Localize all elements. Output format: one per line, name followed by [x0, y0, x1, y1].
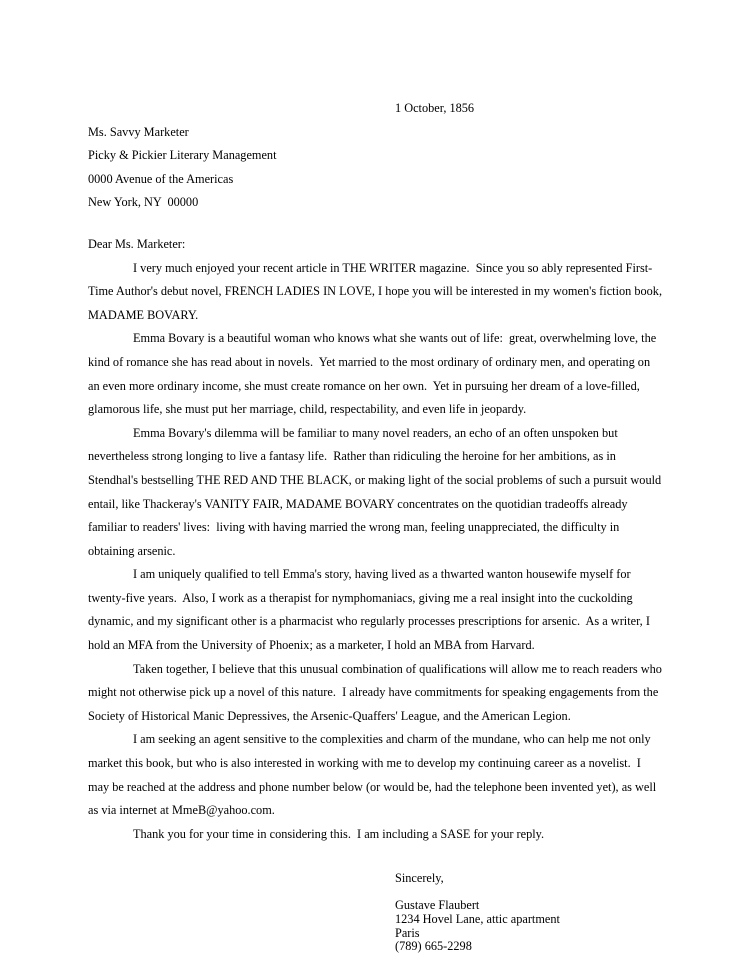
body-paragraph-7: Thank you for your time in considering this. I am including a SASE for your reply. [133, 826, 545, 841]
body-paragraph-5: Taken together, I believe that this unusual combination of qualifications will allow me to reach readers who might not otherwise pick up a novel of this nature. I already have commitments for speaking engagements from the Society of Historical Manic Depressives, the Arsenic-Quaffers' League, and the American Legion. [88, 661, 666, 723]
recipient-address-block [88, 121, 663, 215]
recipient-street: 0000 Avenue of the Americas [88, 171, 234, 186]
body-paragraph-6: I am seeking an agent sensitive to the complexities and charm of the mundane, who can help me not only market this book, but who is also interested in working with me to develop my continuing career as a novelist. I may be reached at the address and phone number below (or would be, had the telephone been invented yet), as well as via internet at MmeB@yahoo.com. [88, 732, 660, 818]
letter-body [88, 257, 666, 847]
signature-phone: (789) 665-2298 [395, 939, 472, 954]
body-paragraph-2: Emma Bovary is a beautiful woman who knows what she wants out of life: great, overwhelming love, the kind of romance she has read about in novels. Yet married to the most ordinary of ordinary men, and operating on an even more ordinary income, she must create romance on her own. Yet in pursuing her dream of a love-filled, glamorous life, she must put her marriage, child, respectability, and even life in jeopardy. [88, 331, 660, 417]
salutation: Dear Ms. Marketer: [88, 236, 186, 251]
closing-block [395, 867, 663, 954]
signature-address-line: 1234 Hovel Lane, attic apartment [395, 911, 560, 926]
recipient-company: Picky & Pickier Literary Management [88, 148, 277, 163]
recipient-name: Ms. Savvy Marketer [88, 124, 189, 139]
signature-block [395, 899, 663, 954]
body-paragraph-4: I am uniquely qualified to tell Emma's story, having lived as a thwarted wanton housewife myself for twenty-five years. Also, I work as a therapist for nymphomaniacs, giving me a real insight into the cuckolding dynamic, and my significant other is a pharmacist who regularly processes prescriptions for arsenic. As a writer, I hold an MFA from the University of Phoenix; as a marketer, I hold an MBA from Harvard. [88, 567, 653, 653]
body-paragraph-1: I very much enjoyed your recent article in THE WRITER magazine. Since you so ably represented First-Time Author's debut novel, FRENCH LADIES IN LOVE, I hope you will be interested in my women's fiction book, MADAME BOVARY. [88, 260, 666, 322]
recipient-city-state-zip: New York, NY 00000 [88, 195, 199, 210]
closing-salutation: Sincerely, [395, 871, 444, 886]
signature-city: Paris [395, 925, 420, 940]
letter-date: 1 October, 1856 [395, 101, 475, 115]
signature-name: Gustave Flaubert [395, 898, 480, 912]
body-paragraph-3: Emma Bovary's dilemma will be familiar to many novel readers, an echo of an often unspoken but nevertheless strong longing to live a fantasy life. Rather than ridiculing the heroine for her ambitions, as in Stendhal's bestselling THE RED AND THE BLACK, or making light of the social problems of such a pursuit would entail, like Thackeray's VANITY FAIR, MADAME BOVARY concentrates on the quotidian tradeoffs already familiar to readers' lives: living with having married the wrong man, feeling unappreciated, the difficulty in obtaining arsenic. [88, 425, 665, 558]
